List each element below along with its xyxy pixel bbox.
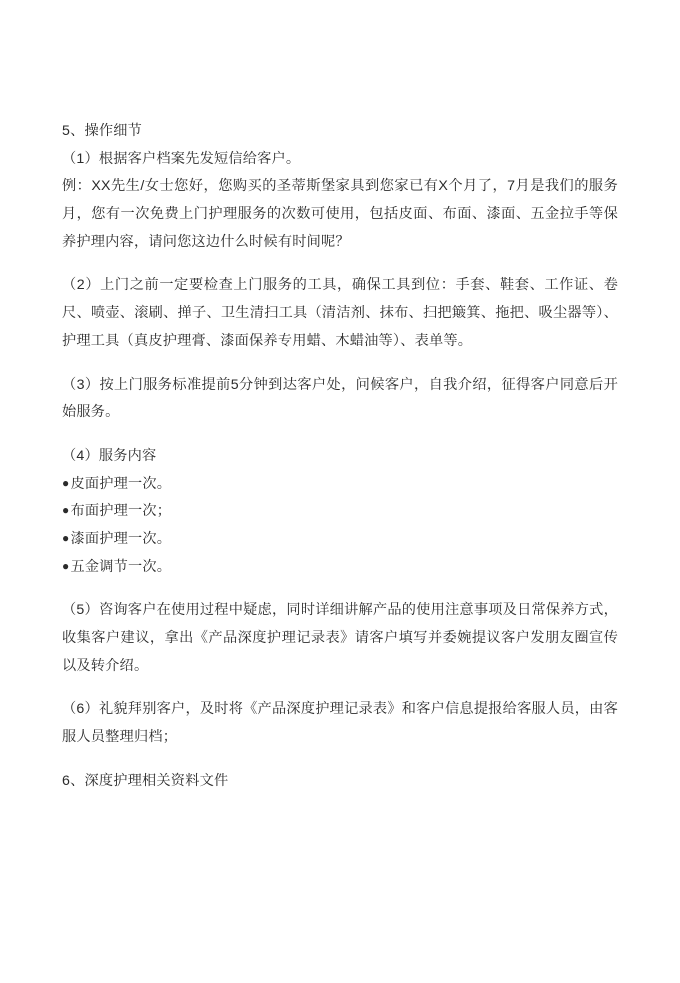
bullet-dot-icon: ● [62,475,70,490]
paragraph-item-1-line-1: （1）根据客户档案先发短信给客户。 [62,150,301,167]
list-item-label: 皮面护理一次。 [70,475,172,492]
section-heading-5: 5、操作细节 [62,123,143,139]
list-item [62,526,618,554]
list-item-label: 五金调节一次。 [70,558,172,575]
paragraph-item-4: （4）服务内容 [62,447,157,464]
section-heading-6: 6、深度护理相关资料文件 [62,772,229,789]
paragraph-item-2: （2）上门之前一定要检查上门服务的工具，确保工具到位：手套、鞋套、工作证、卷尺、喷壶、滚刷、掸子、卫生清扫工具（清洁剂、抹布、扫把簸箕、拖把、吸尘器等）、护理工具（真皮护理膏、漆面保养专用蜡、木蜡油等）、表单等。 [62,277,618,349]
list-item-label: 布面护理一次； [70,503,172,520]
document-body [62,118,618,795]
paragraph-item-1-line-2: 例：XX先生/女士您好，您购买的圣蒂斯堡家具到您家已有X个月了，7月是我们的服务月，您有一次免费上门护理服务的次数可使用，包括皮面、布面、漆面、五金拉手等保养护理内容，请问您这边什么时候有时间呢？ [62,178,618,250]
paragraph-item-5: （5）咨询客户在使用过程中疑虑，同时详细讲解产品的使用注意事项及日常保养方式，收集客户建议，拿出《产品深度护理记录表》请客户填写并委婉提议客户发朋友圈宣传以及转介绍。 [62,602,618,674]
bullet-dot-icon: ● [62,503,70,518]
list-item [62,471,618,499]
paragraph-item-6: （6）礼貌拜别客户，及时将《产品深度护理记录表》和客户信息提报给客服人员，由客服人员整理归档； [62,701,618,746]
bullet-dot-icon: ● [62,558,70,573]
list-item [62,498,618,526]
paragraph-item-3: （3）按上门服务标准提前5分钟到达客户处，问候客户，自我介绍，征得客户同意后开始服务。 [62,376,618,421]
bullet-dot-icon: ● [62,530,70,545]
list-item-label: 漆面护理一次。 [70,530,172,547]
list-item [62,554,618,582]
